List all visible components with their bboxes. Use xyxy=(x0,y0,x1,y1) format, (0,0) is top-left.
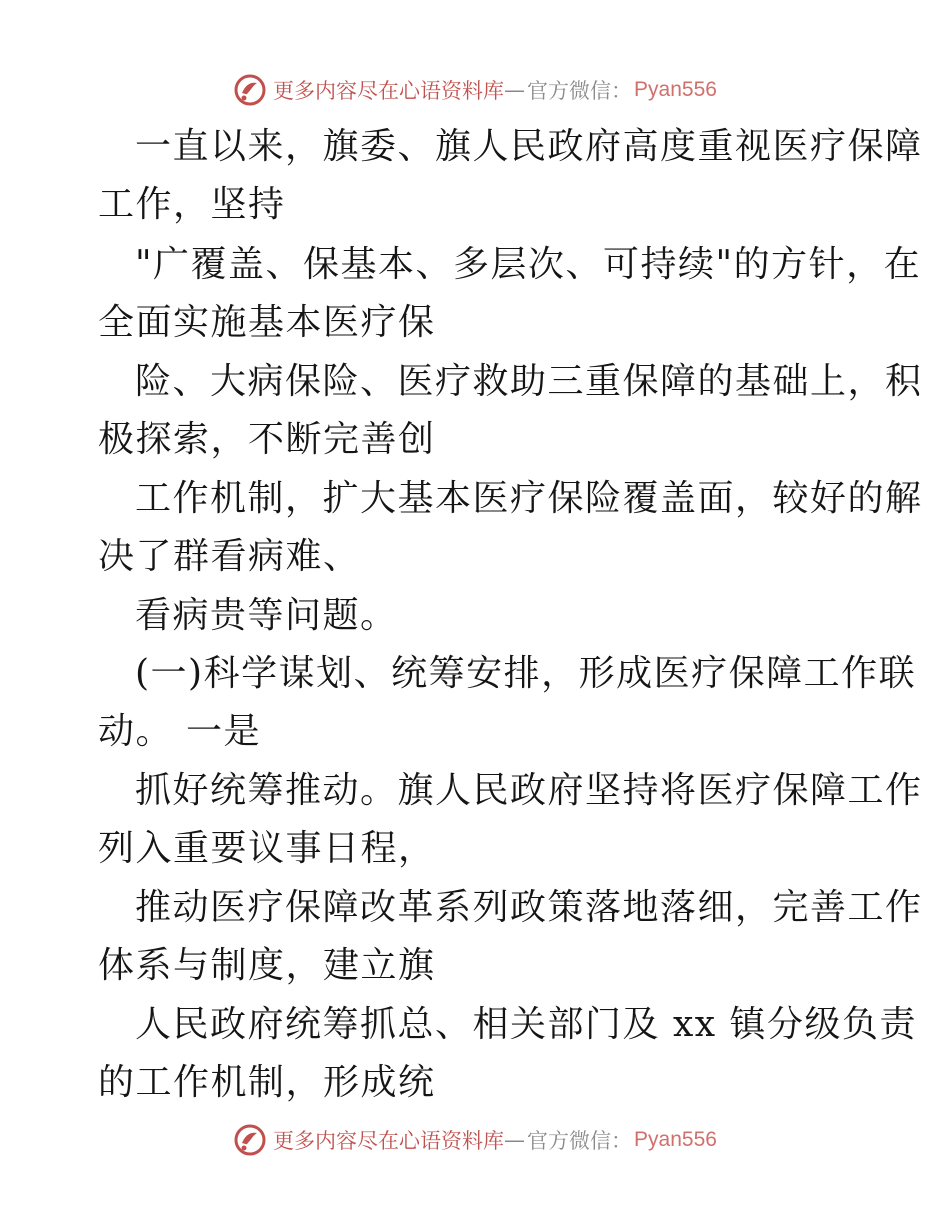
text-line: 的工作机制，形成统 xyxy=(98,1062,436,1103)
text-line: 看病贵等问题。 xyxy=(135,595,398,636)
watermark-wechat-id: Pyan556 xyxy=(634,1128,717,1151)
text-line: 工作，坚持 xyxy=(98,184,286,225)
text-line: 推动医疗保障改革系列政策落地落细，完善工作 xyxy=(135,887,923,928)
text-line: 动。 一是 xyxy=(98,711,261,752)
text-line: 人民政府统筹抓总、相关部门及 xx 镇分级负责 xyxy=(135,1004,917,1045)
text-line: 列入重要议事日程， xyxy=(98,828,436,869)
text-line: 全面实施基本医疗保 xyxy=(98,302,436,343)
text-line: "广覆盖、保基本、多层次、可持续"的方针，在 xyxy=(135,244,922,285)
watermark-site-text: 更多内容尽在心语资料库 xyxy=(273,1129,505,1153)
text-line: 一直以来，旗委、旗人民政府高度重视医疗保障 xyxy=(135,126,923,167)
text-line: (一)科学谋划、统筹安排，形成医疗保障工作联 xyxy=(135,653,917,694)
text-line: 工作机制，扩大基本医疗保险覆盖面，较好的解 xyxy=(135,478,923,519)
text-line: 险、大病保险、医疗救助三重保障的基础上，积 xyxy=(135,361,923,402)
text-line: 极探索，不断完善创 xyxy=(98,419,436,460)
text-line: 决了群看病难、 xyxy=(98,536,361,577)
watermark-separator: — xyxy=(504,78,526,102)
watermark-wechat-id: Pyan556 xyxy=(634,78,717,101)
footer-watermark xyxy=(0,1120,950,1160)
text-line: 抓好统筹推动。旗人民政府坚持将医疗保障工作 xyxy=(135,770,923,811)
logo-icon xyxy=(233,1123,267,1157)
logo-icon xyxy=(233,73,267,107)
watermark-site-text: 更多内容尽在心语资料库 xyxy=(273,79,505,103)
text-line: 体系与制度，建立旗 xyxy=(98,945,436,986)
watermark-official-label: 官方微信： xyxy=(527,79,633,103)
watermark-official-label: 官方微信： xyxy=(527,1129,633,1153)
header-watermark xyxy=(0,70,950,110)
watermark-separator: — xyxy=(504,1128,526,1152)
